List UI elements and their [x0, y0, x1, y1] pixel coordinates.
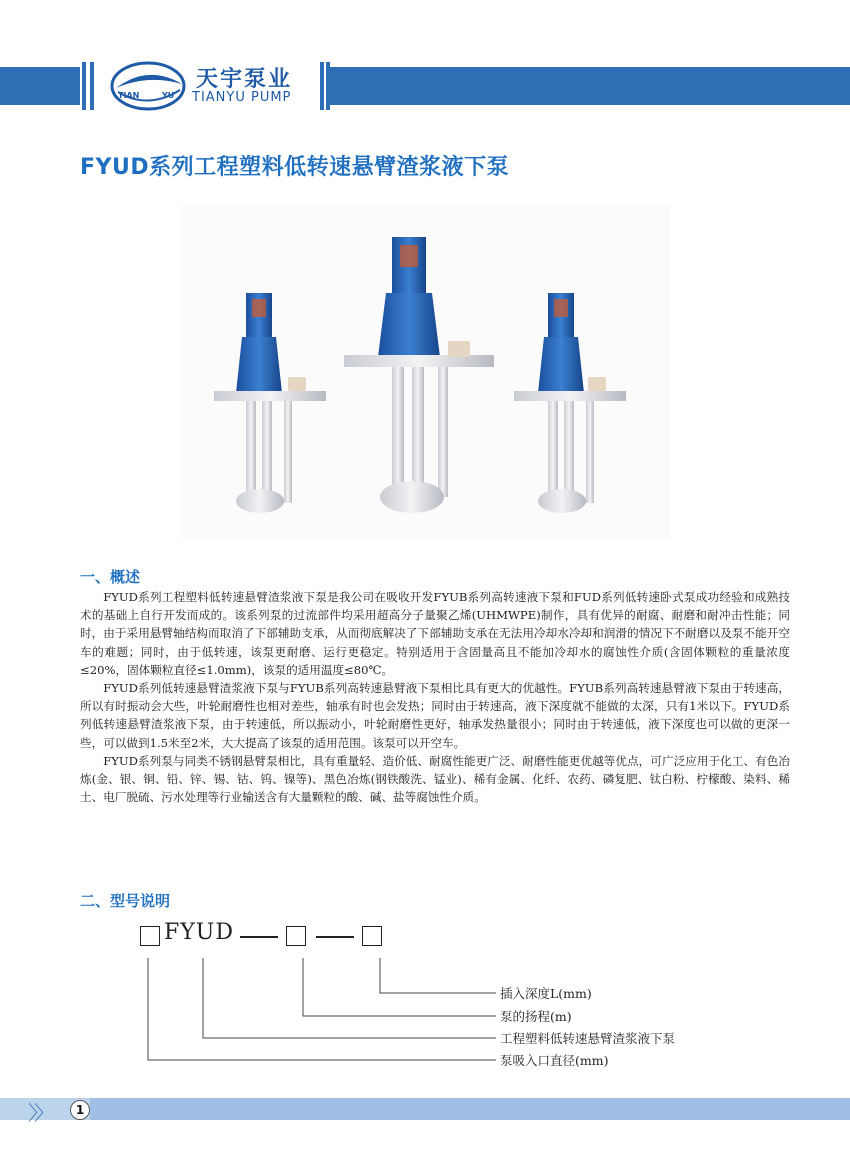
- company-logo: [108, 58, 318, 114]
- logo-arc-left: TIAN: [118, 91, 140, 100]
- model-box-diameter: [140, 926, 160, 946]
- brand-name-cn: 天宇泵业: [196, 67, 293, 92]
- page-title: FYUD系列工程塑料低转速悬臂渣浆液下泵: [80, 155, 510, 180]
- header-stripe: [90, 62, 94, 110]
- model-code-diagram: [140, 918, 400, 952]
- pump-illustration-icon: [180, 205, 670, 540]
- legend-inlet-diameter: 泵吸入口直径(mm): [500, 1053, 609, 1068]
- pump-center: [344, 237, 494, 513]
- pump-left: [214, 293, 326, 513]
- overview-paragraph: FYUD系列工程塑料低转速悬臂渣浆液下泵是我公司在吸收开发FYUB系列高转速液下泵和FUD系列低转速卧式泵成功经验和成熟技术的基础上自行开发而成的。该系列泵的过流部件均采用超高分子量聚乙烯(UHMWPE)制作，具有优异的耐腐、耐磨和耐冲击性能；同时，由于采用悬臂轴结构而取消了下部辅助支承，从而彻底解决了下部辅助支承在无法用冷却水冷却和润滑的情况下不耐磨以及泵不能开空车的难题；同时，由于低转速，该泵更耐磨、运行更稳定。特别适用于含固量高且不能加冷却水的腐蚀性介质(含固体颗粒的重量浓度≤20%，固体颗粒直径≤1.0mm)，该泵的适用温度≤80℃。: [80, 590, 790, 677]
- header-stripe: [82, 62, 86, 110]
- model-dash: [240, 936, 278, 938]
- header-stripe: [320, 62, 324, 110]
- page-number: 1: [70, 1100, 90, 1120]
- legend-pump-type: 工程塑料低转速悬臂渣浆液下泵: [500, 1031, 676, 1046]
- model-box-depth: [362, 926, 382, 946]
- logo-emblem-icon: [108, 58, 192, 114]
- header-bar-right: [330, 67, 850, 105]
- model-dash: [316, 936, 354, 938]
- footer-bar-accent: [90, 1098, 850, 1120]
- logo-arc-right: YU: [162, 91, 175, 100]
- model-box-head: [286, 926, 306, 946]
- overview-paragraph: FYUD系列泵与同类不锈钢悬臂泵相比，具有重量轻、造价低、耐腐性能更广泛、耐磨性能更优越等优点，可广泛应用于化工、有色冶炼(金、银、铜、铅、锌、锡、钴、钨、镍等)、黑色冶炼(钢铁酸洗、锰业)、稀有金属、化纤、农药、磷复肥、钛白粉、柠檬酸、染料、稀土、电厂脱硫、污水处理等行业输送含有大量颗粒的酸、碱、盐等腐蚀性介质。: [80, 753, 790, 805]
- model-code-text: FYUD: [164, 920, 234, 945]
- pump-right: [514, 293, 626, 513]
- product-photo: [180, 205, 670, 540]
- brand-name-en: TIANYU PUMP: [192, 90, 292, 105]
- legend-insert-depth: 插入深度L(mm): [500, 986, 592, 1001]
- overview-body: [80, 588, 790, 806]
- legend-head: 泵的扬程(m): [500, 1009, 572, 1024]
- section-heading-overview: 一、概述: [80, 568, 141, 586]
- overview-paragraph: FYUD系列低转速悬臂渣浆液下泵与FYUB系列高转速悬臂液下泵相比具有更大的优越性。FYUB系列高转速悬臂液下泵由于转速高，所以有时振动会大些，叶轮耐磨性也相对差些，轴承有时也会发热；同时由于转速高，液下深度就不能做的太深，只有1米以下。FYUD系列低转速悬臂渣浆液下泵，由于转速低，所以振动小，叶轮耐磨性更好，轴承发热量很小；同时由于转速低，液下深度也可以做的更深一些，可以做到1.5米至2米，大大提高了该泵的适用范围。该泵可以开空车。: [80, 681, 790, 750]
- header-bar-left: [0, 67, 80, 105]
- section-heading-model: 二、型号说明: [80, 892, 171, 910]
- chevron-right-icon: 〉〉: [28, 1101, 50, 1125]
